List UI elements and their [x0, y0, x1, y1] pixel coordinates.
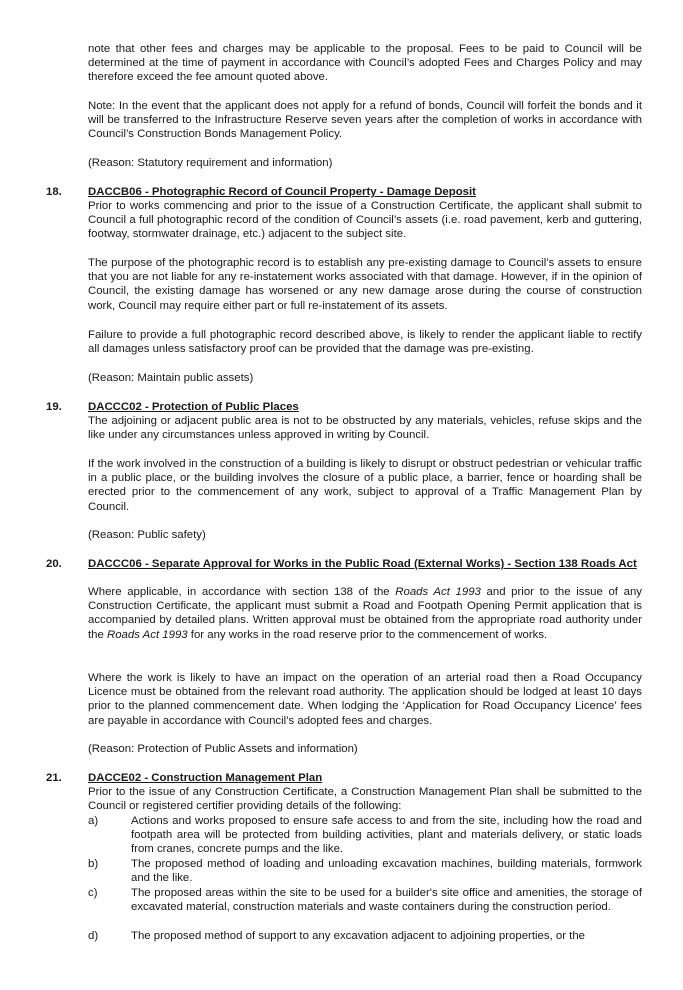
fees-note-paragraph: note that other fees and charges may be applicable to the proposal. Fees to be paid to Council will be determined at the time of payment in accordance with Council’s adopted Fees and Charges Policy and may therefore exceed the fee amount quoted above. — [88, 43, 642, 84]
condition-20-heading: DACCC06 - Separate Approval for Works in the Public Road (External Works) - Section 138 Roads Act — [88, 558, 637, 570]
condition-20-paragraph-1 — [88, 585, 642, 642]
intro-reason: (Reason: Statutory requirement and information) — [88, 157, 333, 169]
list-item-text: The proposed areas within the site to be used for a builder's site office and amenities, the storage of excavated material, construction materials and waste containers during the construction period. — [131, 887, 642, 914]
condition-18-paragraph-2: The purpose of the photographic record is to establish any pre-existing damage to Council’s assets to ensure that you are not liable for any re-instatement works associated with that damage. However, if in the opinion of Council, the existing damage has worsened or any new damage arose during the course of construction work, Council may require either part or full re-instatement of its assets. — [88, 257, 642, 312]
paragraph-text: and prior to the issue of any Construction Certificate, the applicant must submit a Road and Footpath Opening Permit application that is accompanied by detailed plans. Written approval must be obtained from the appropriate road authority under the — [88, 586, 642, 641]
list-item-text: The proposed method of support to any excavation adjacent to adjoining properties, or the — [131, 930, 586, 942]
list-item-letter: b) — [88, 858, 99, 870]
list-item-text: The proposed method of loading and unloading excavation machines, building materials, formwork and the like. — [131, 858, 642, 885]
condition-18-number: 18. — [46, 186, 62, 198]
condition-20-reason: (Reason: Protection of Public Assets and information) — [88, 743, 358, 755]
condition-19-heading: DACCC02 - Protection of Public Places — [88, 401, 299, 413]
act-name: Roads Act 1993 — [395, 586, 481, 598]
condition-19-paragraph-1: The adjoining or adjacent public area is not to be obstructed by any materials, vehicles, refuse skips and the like under any circumstances unless approved in writing by Council. — [88, 415, 642, 442]
condition-18-paragraph-3: Failure to provide a full photographic record described above, is likely to render the applicant liable to rectify all damages unless satisfactory proof can be provided that the damage was pre-existing. — [88, 329, 642, 356]
condition-18-heading: DACCB06 - Photographic Record of Council Property - Damage Deposit — [88, 186, 476, 198]
paragraph-text: for any works in the road reserve prior to the commencement of works. — [187, 628, 548, 641]
condition-20-number: 20. — [46, 558, 62, 570]
condition-21-number: 21. — [46, 772, 62, 784]
condition-19-reason: (Reason: Public safety) — [88, 529, 206, 541]
condition-21-paragraph-1: Prior to the issue of any Construction Certificate, a Construction Management Plan shall be submitted to the Council or registered certifier providing details of the following: — [88, 786, 642, 813]
condition-20-paragraph-2: Where the work is likely to have an impact on the operation of an arterial road then a Road Occupancy Licence must be obtained from the relevant road authority. The application should be lodged at least 10 days prior to the planned commencement date. When lodging the ‘Application for Road Occupancy Licence’ fees are payable in accordance with Council’s adopted fees and charges. — [88, 672, 642, 727]
condition-19-number: 19. — [46, 401, 62, 413]
list-item-letter: c) — [88, 887, 98, 899]
list-item-letter: d) — [88, 930, 99, 942]
act-name: Roads Act 1993 — [107, 628, 188, 641]
condition-21-heading: DACCE02 - Construction Management Plan — [88, 772, 323, 784]
condition-18-paragraph-1: Prior to works commencing and prior to the issue of a Construction Certificate, the applicant shall submit to Council a full photographic record of the condition of Council’s assets (i.e. road pavement, kerb and guttering, footway, stormwater drainage, etc.) adjacent to the subject site. — [88, 200, 642, 241]
paragraph-text: Where applicable, in accordance with section 138 of the — [88, 586, 396, 598]
bonds-note-paragraph: Note: In the event that the applicant does not apply for a refund of bonds, Council will forfeit the bonds and it will be transferred to the Infrastructure Reserve seven years after the completion of works in accordance with Council’s Construction Bonds Management Policy. — [88, 100, 642, 141]
list-item-text: Actions and works proposed to ensure safe access to and from the site, including how the road and footpath area will be protected from building activities, plant and materials delivery, or static loads from cranes, concrete pumps and the like. — [131, 815, 642, 856]
condition-18-reason: (Reason: Maintain public assets) — [88, 372, 254, 384]
condition-19-paragraph-2: If the work involved in the construction of a building is likely to disrupt or obstruct pedestrian or vehicular traffic in a public place, or the building involves the closure of a public place, a barrier, fence or hoarding shall be erected prior to the commencement of any work, subject to approval of a Traffic Management Plan by Council. — [88, 458, 642, 513]
list-item-letter: a) — [88, 815, 99, 827]
